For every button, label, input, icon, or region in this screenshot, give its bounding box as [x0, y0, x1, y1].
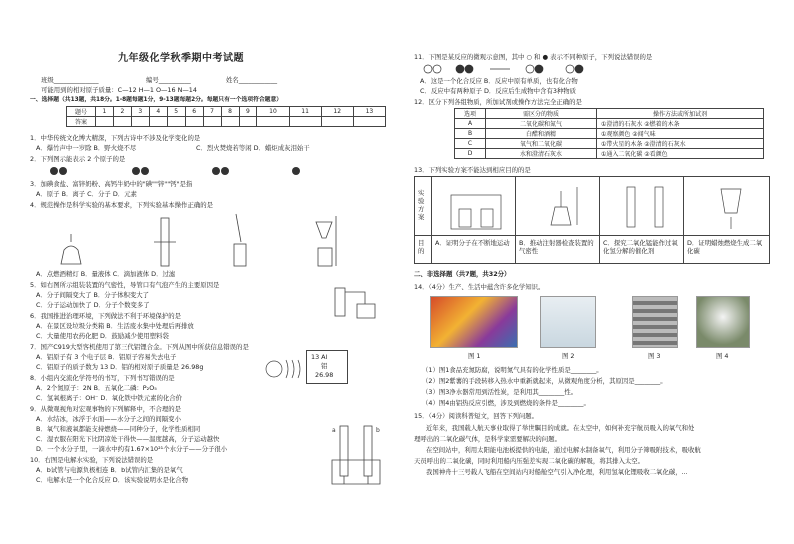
- q14-part-4: （4）图4由铝热反应引燃，涉及到燃烧的条件是________。: [422, 399, 590, 407]
- q1-options-ab: A．爆竹声中一岁除 B．野火烧不尽: [36, 144, 137, 152]
- answer-cell[interactable]: [353, 117, 385, 127]
- answer-num: 9: [239, 107, 257, 117]
- q3-options: A．原子 B．离子 C．分子 D．元素: [36, 190, 137, 198]
- q9-option-b: B．氧气和液氧都能支持燃烧——同种分子，化学性质相同: [36, 425, 201, 433]
- q7-options-ab: A．铝原子有 3 个电子层 B．铝原子容易失去电子: [36, 353, 177, 361]
- answer-cell[interactable]: [289, 117, 321, 127]
- q13-plan-label: 实验方案: [418, 189, 425, 221]
- q14-part-1: （1）图1食品充氮防腐，说明氮气具有的化学性质是________。: [422, 366, 603, 374]
- answer-cell[interactable]: [185, 117, 203, 127]
- atomic-mass-note: 可能用到的相对原子质量：C—12 H—1 O—16 N—14: [41, 86, 197, 94]
- hot-water-photo: [540, 296, 596, 348]
- q7-text: 7．国产C919大型客机使用了第三代铝锂合金。下列从图中所获信息错误的是: [30, 343, 249, 351]
- q15-passage-line-4: 天员呼出的二氧化碳，同时利用船内压强差实现二氧化碳的解吸，将其排入太空。: [414, 457, 645, 465]
- answer-cell[interactable]: [239, 117, 257, 127]
- answer-cell[interactable]: [131, 117, 149, 127]
- figure-caption-1: 图 1: [468, 352, 481, 360]
- answer-num: 3: [131, 107, 149, 117]
- answer-num: 2: [113, 107, 131, 117]
- q6-text: 6．我国推进治理环境，下列做法不利于环境保护的是: [30, 312, 182, 320]
- q4-text: 4．规范操作是科学实验的基本要求，下列实验基本操作正确的是: [30, 201, 214, 209]
- aluminum-atom-structure-figure: [264, 356, 304, 382]
- q8-options-ab: A．2个氮原子：2N B．五氧化二磷：P₂O₅: [36, 384, 157, 392]
- q1-options-cd: C．烈火焚烧若等闲 D．蜡炬成灰泪始干: [196, 144, 310, 152]
- q15-text: 15．（4分）阅读科普短文，回答下列问题。: [414, 412, 539, 420]
- answer-num: 7: [203, 107, 221, 117]
- q12-cell: D: [455, 149, 486, 159]
- figure-caption-3: 图 3: [648, 352, 661, 360]
- q1-text: 1．中华传统文化博大精深，下列古诗中不涉及化学变化的是: [30, 134, 201, 142]
- table-row: [455, 149, 764, 159]
- q12-cell: ①带火星的木条 ②澄清的石灰水: [597, 139, 764, 149]
- section-one-heading: 一、选择题（共13题，共18分。1-8题每题1分，9-13题每题2分。每题只有一个选项符合题意）: [30, 97, 283, 103]
- q9-option-d: D．一个水分子里，一滴水中约有1.67×10²¹个水分子——分子很小: [36, 445, 228, 453]
- q12-cell: C: [455, 139, 486, 149]
- electrolysis-label-a: a: [332, 427, 336, 434]
- figure-caption-4: 图 4: [716, 352, 729, 360]
- q10-text: 10．右图是电解水实验，下列说法错误的是: [30, 456, 154, 464]
- q9-option-c: C．湿衣服在阳光下比阴凉处干得快——温度越高，分子运动越快: [36, 435, 220, 443]
- q12-cell: A: [455, 119, 486, 129]
- q13-table: [414, 176, 770, 264]
- number-label: 编号__________: [146, 76, 191, 84]
- q4-options: A．点燃酒精灯 B．量液体 C．滴加液体 D．过滤: [36, 270, 176, 278]
- q10-options-ab: A．b试管与电源负极相连 B．b试管内汇集的是氧气: [36, 466, 183, 474]
- element-card-mass: 26.98: [315, 371, 334, 379]
- q12-table: [454, 108, 764, 159]
- airtightness-figure: [331, 284, 381, 320]
- answer-cell[interactable]: [203, 117, 221, 127]
- answer-num: 10: [257, 107, 289, 117]
- q3-text: 3．加碘食盐、富锌奶粉、高钙牛奶中的"碘""锌""钙"是指: [30, 180, 193, 188]
- answer-cell[interactable]: [167, 117, 185, 127]
- answer-table-answer-label: 答案: [67, 117, 96, 127]
- answer-num: 5: [167, 107, 185, 117]
- q11-reaction-figure: [420, 62, 620, 76]
- q12-header-option: 选项: [455, 109, 486, 119]
- q8-options-cd: C．氢氧根离子：OH⁻ D．氧化铁中铁元素的化合价: [36, 394, 183, 402]
- q15-passage-line-2: 理呼出的二氧化碳气体，是科学家需要解决的问题。: [414, 435, 561, 443]
- answer-num: 13: [353, 107, 385, 117]
- q12-text: 12．区分下列各组物质，所加试剂或操作方法完全正确的是: [414, 98, 582, 106]
- q12-header-method: 操作方法或所加试剂: [597, 109, 764, 119]
- q11-options-cd: C．反应中有两种原子 D．反应后生成物中含有3种物质: [420, 87, 577, 95]
- q2-text: 2．下列图示能表示 2 个原子的是: [30, 155, 126, 163]
- q8-text: 8．小组内交流化学符号的书写，下列书写错误的是: [30, 374, 175, 382]
- answer-num: 4: [149, 107, 167, 117]
- answer-cell[interactable]: [149, 117, 167, 127]
- q5-options-ab: A．分子间隔变大了 B．分子体积变大了: [36, 291, 150, 299]
- q15-passage-line-3: 在空间站中，利用太阳能电池板提供的电能，通过电解水制备氧气，利用分子筛吸附技术，吸收航: [426, 446, 701, 454]
- element-card-symbol: 13 Al: [311, 353, 328, 361]
- table-row: [455, 129, 764, 139]
- q5-text: 5．如右图所示组装装置的气密性，导管口有气泡产生的主要原因是: [30, 281, 220, 289]
- class-label: 班级______________: [41, 76, 99, 84]
- q12-cell: B: [455, 129, 486, 139]
- q9-text: 9．从微观视角对宏观事物的下列解释中，不合理的是: [30, 405, 182, 413]
- q6-options-ab: A．在景区设垃圾分类箱 B．生活废水集中处理后再排放: [36, 322, 194, 330]
- fire-extinguisher-photo: [696, 296, 750, 348]
- q6-options-cd: C．大量使用农药化肥 D．鼓励减少使用塑料袋: [36, 332, 169, 340]
- element-card-name: 铝: [321, 362, 328, 370]
- answer-table-number-label: 题号: [67, 107, 96, 117]
- table-row: [455, 139, 764, 149]
- water-purifier-photo: [632, 296, 678, 348]
- answer-cell[interactable]: [321, 117, 353, 127]
- answer-num: 11: [289, 107, 321, 117]
- page-title: 九年级化学秋季期中考试题: [118, 53, 244, 64]
- q4-operations-figure: [36, 212, 356, 270]
- q10-options-cd: C．电解水是一个化合反应 D．该实验说明水是化合物: [36, 476, 189, 484]
- q2-atom-options-figure: [36, 164, 336, 178]
- answer-num: 6: [185, 107, 203, 117]
- name-label: 姓名____________: [226, 76, 278, 84]
- answer-cell[interactable]: [113, 117, 131, 127]
- q15-passage-line-1: 近年来，我国载人航天事业取得了举世瞩目的成就。在太空中，如何补充宇航员吸入的氧气和处: [426, 424, 695, 432]
- answer-cell[interactable]: [257, 117, 289, 127]
- q11-text: 11．下图是某反应的微观示意图，其中 ○ 和 ● 表示不同种原子，下列说法错误的是: [414, 53, 653, 61]
- table-row: [455, 119, 764, 129]
- q9-option-a: A．水结冰，冰浮于水面——水分子之间的间隔变小: [36, 415, 181, 423]
- answer-num: 8: [221, 107, 239, 117]
- answer-cell[interactable]: [221, 117, 239, 127]
- q13-goal-d: D．证明蜡烛燃烧生成二氧化碳: [687, 239, 763, 255]
- q12-cell: 二氧化碳和氮气: [486, 119, 597, 129]
- q12-header-substances: 需区分的物质: [486, 109, 597, 119]
- q13-goal-a: A．证明分子在不断地运动: [435, 239, 510, 247]
- q14-part-3: （3）图3净水器常用到活性炭，是利用其________性。: [422, 388, 578, 396]
- q14-text: 14．（4分）生产、生活中蕴含许多化学知识。: [414, 283, 545, 291]
- q7-options-cd: C．铝原子的质子数为 13 D．铝的相对原子质量是 26.98g: [36, 363, 204, 371]
- q12-cell: ①通入二氧化碳 ②看颜色: [597, 149, 764, 159]
- q12-cell: 白醋和酒精: [486, 129, 597, 139]
- aluminum-element-card: [306, 350, 348, 384]
- answer-num: 1: [96, 107, 114, 117]
- q12-cell: ①澄清的石灰水 ②燃着的木条: [597, 119, 764, 129]
- electrolysis-label-b: b: [376, 427, 380, 434]
- q13-text: 13．下列实验方案不能达到相应目的的是: [414, 166, 531, 174]
- electrolysis-apparatus-figure: [326, 420, 386, 490]
- q12-cell: ①观察颜色 ②闻气味: [597, 129, 764, 139]
- figure-caption-2: 图 2: [562, 352, 575, 360]
- answer-cell[interactable]: [96, 117, 114, 127]
- q11-options-ab: A．这是一个化合反应 B．反应中原有单质，也有化合物: [420, 77, 578, 85]
- q15-passage-line-5: 我国神舟十三号载人飞船在空间站内对船舱空气引入净化理，利用氢氧化锂吸收二氧化碳，...: [426, 468, 688, 476]
- food-packaging-photo: [430, 296, 518, 348]
- answer-num: 12: [321, 107, 353, 117]
- q12-cell: 水和澄清石灰水: [486, 149, 597, 159]
- q13-goal-c: C．探究二氧化锰能作过氧化氢分解的催化剂: [603, 239, 678, 255]
- q13-goal-b: B．推动注射器检查装置的气密性: [519, 239, 594, 255]
- answer-table: [66, 106, 386, 127]
- q13-goal-label: 目的: [418, 239, 425, 255]
- q12-cell: 氧气和二氧化碳: [486, 139, 597, 149]
- q5-options-cd: C．分子运动加快了 D．分子个数变多了: [36, 301, 150, 309]
- section-two-heading: 二、非选择题（共7题，共32分）: [414, 270, 511, 278]
- q14-part-2: （2）图2紫薯的手段转移入热水中重新就起来，从微观角度分析，其原因是________。: [422, 377, 667, 385]
- q13-experiment-figures: [431, 177, 769, 235]
